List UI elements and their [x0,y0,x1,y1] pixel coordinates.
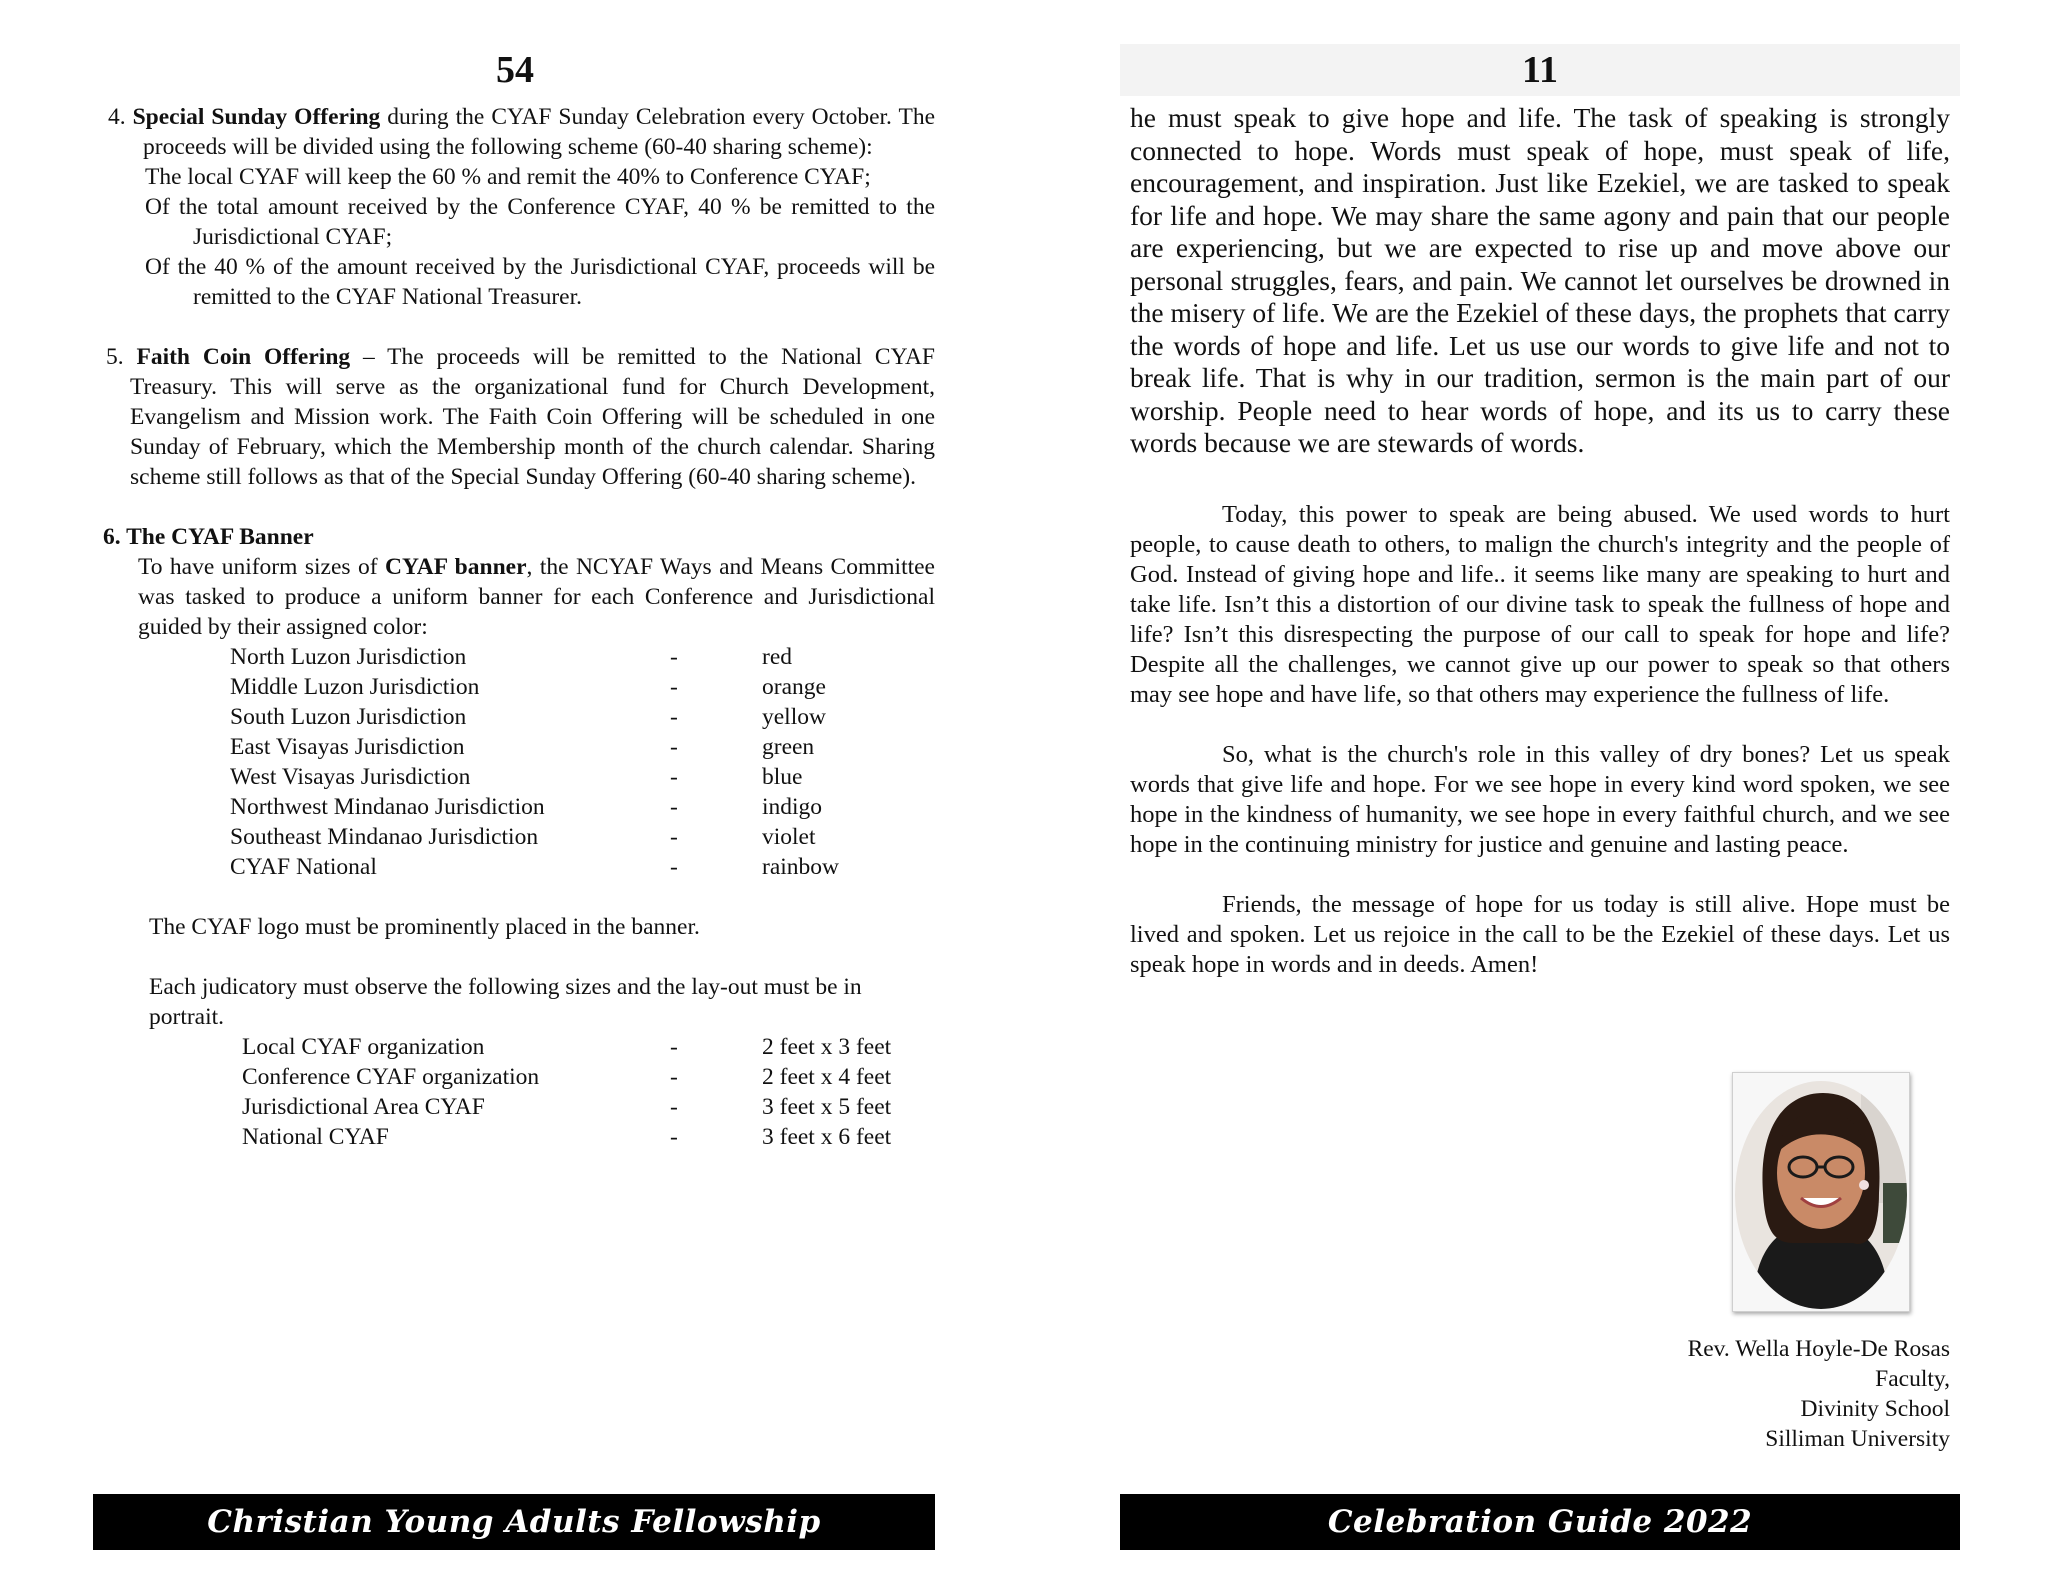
banner-size-table [242,1032,891,1152]
left-page-body [95,102,935,1152]
row-dash: - [670,674,678,700]
row-label: East Visayas Jurisdiction [230,734,465,760]
row-value: 3 feet x 5 feet [762,1094,892,1120]
table-row [242,1032,891,1062]
sub-item: The local CYAF will keep the 60 % and remit the 40% to Conference CYAF; [145,164,871,190]
row-value: indigo [762,794,823,820]
right-page [1120,0,1960,1582]
paragraph: Today, this power to speak are being abused. We used words to hurt people, to cause death to others, to malign the church's integrity and the people of God. Instead of giving hope and life.. it seems like many are speaking to hurt and take life. Isn’t this a distortion of our divine task to speak the fullness of hope and life? Isn’t this disrespecting the purpose of our call to speak for hope and life? Despite all the challenges, we cannot give up our power to speak so that others may see hope and have life, so that others may experience the fullness of life. [1130,500,1950,708]
row-dash: - [670,1124,678,1150]
item-title: Special Sunday Offering [132,104,381,130]
table-row [242,1092,891,1122]
row-value: blue [762,764,803,790]
table-row [230,792,839,822]
row-dash: - [670,1064,678,1090]
row-label: West Visayas Jurisdiction [230,764,471,790]
table-row [230,702,839,732]
table-row [242,1122,891,1152]
row-value: orange [762,674,826,700]
table-row [230,822,839,852]
table-row [242,1062,891,1092]
row-label: CYAF National [230,854,377,880]
sub-item: Of the total amount received by the Conference CYAF, 40 % be remitted to the Jurisdictional CYAF; [145,194,935,250]
page-number: 11 [1120,44,1960,96]
row-dash: - [670,1034,678,1060]
table-row [230,642,839,672]
row-value: rainbow [762,854,840,880]
row-label: South Luzon Jurisdiction [230,704,467,730]
row-label: Conference CYAF organization [242,1064,540,1090]
row-value: yellow [762,704,826,730]
footer-banner: Christian Young Adults Fellowship [93,1494,935,1550]
left-page [95,0,935,1582]
row-label: Jurisdictional Area CYAF [242,1094,485,1120]
paragraph: Friends, the message of hope for us today is still alive. Hope must be lived and spoken. Let us rejoice in the call to be the Ezekiel of these days. Let us speak hope in words and in deeds. Amen! [1130,890,1950,978]
author-photo [1732,1072,1910,1312]
row-label: Northwest Mindanao Jurisdiction [230,794,545,820]
row-label: Local CYAF organization [242,1034,485,1060]
paragraph: So, what is the church's role in this valley of dry bones? Let us speak words that give life and hope. For we see hope in every kind word spoken, we see hope in the kindness of humanity, we see hope in every faithful church, and we see hope in the continuing ministry for justice and genuine and lasting peace. [1130,740,1950,858]
page-number: 54 [496,49,534,91]
author-signature [1688,1334,1950,1454]
author-institution: Silliman University [1765,1426,1950,1452]
right-page-body [1130,102,1950,980]
table-row [230,672,839,702]
section-cyaf-banner [103,522,935,1152]
row-label: National CYAF [242,1124,389,1150]
logo-note: The CYAF logo must be prominently placed in the banner. [149,914,700,940]
sub-item: Of the 40 % of the amount received by the Jurisdictional CYAF, proceeds will be remitted to the CYAF National Treasurer. [145,254,935,310]
banner-intro: To have uniform sizes of CYAF banner, the NCYAF Ways and Means Committee was tasked to produce a uniform banner for each Conference and Jurisdictional guided by their assigned color: [138,554,935,640]
row-label: Middle Luzon Jurisdiction [230,674,480,700]
author-title: Faculty, [1875,1366,1950,1392]
item-title: Faith Coin Offering [136,344,351,370]
row-label: North Luzon Jurisdiction [230,644,467,670]
row-dash: - [670,824,678,850]
row-value: green [762,734,815,760]
row-dash: - [670,794,678,820]
item-text: during the CYAF Sunday Celebration every October. The proceeds will be divided using the following scheme (60-40 sharing scheme): [143,104,936,160]
footer-banner: Celebration Guide 2022 [1120,1494,1960,1550]
paragraph: he must speak to give hope and life. The task of speaking is strongly connected to hope. Words must speak of hope, must speak of life, encouragement, and inspiration. Just like Ezekiel, we are tasked to speak for life and hope. We may share the same agony and pain that our people are experiencing, but we are expected to rise up and move above our personal struggles, fears, and pain. We cannot let ourselves be drowned in the misery of life. We are the Ezekiel of these days, the prophets that carry the words of hope and life. Let us use our words to give life and not to break life. That is why in our tradition, sermon is the main part of our worship. People need to hear words of hope, and its us to carry these words because we are stewards of words. [1130,102,1950,458]
row-dash: - [670,644,678,670]
row-value: 2 feet x 3 feet [762,1034,892,1060]
table-row [230,852,839,882]
item-number: 4. [108,104,126,130]
row-value: violet [762,824,816,850]
list-item-special-sunday-offering [95,102,935,162]
list-item-faith-coin-offering [95,342,935,492]
item-number: 5. [106,344,124,370]
row-dash: - [670,854,678,880]
sizes-intro: Each judicatory must observe the following sizes and the lay-out must be in portrait. [149,974,862,1030]
author-name: Rev. Wella Hoyle-De Rosas [1687,1336,1950,1362]
table-row [230,732,839,762]
row-dash: - [670,734,678,760]
table-row [230,762,839,792]
row-dash: - [670,704,678,730]
row-value: red [762,644,793,670]
row-label: Southeast Mindanao Jurisdiction [230,824,539,850]
banner-color-table [230,642,839,882]
row-value: 2 feet x 4 feet [762,1064,892,1090]
section-heading: 6. The CYAF Banner [103,524,314,550]
author-department: Divinity School [1800,1396,1950,1422]
row-dash: - [670,1094,678,1120]
row-dash: - [670,764,678,790]
row-value: 3 feet x 6 feet [762,1124,892,1150]
item-text: – The proceeds will be remitted to the National CYAF Treasury. This will serve as the organizational fund for Church Development, Evangelism and Mission work. The Faith Coin Offering will be scheduled in one Sunday of February, which the Membership month of the church calendar. Sharing scheme still follows as that of the Special Sunday Offering (60-40 sharing scheme). [130,344,935,490]
